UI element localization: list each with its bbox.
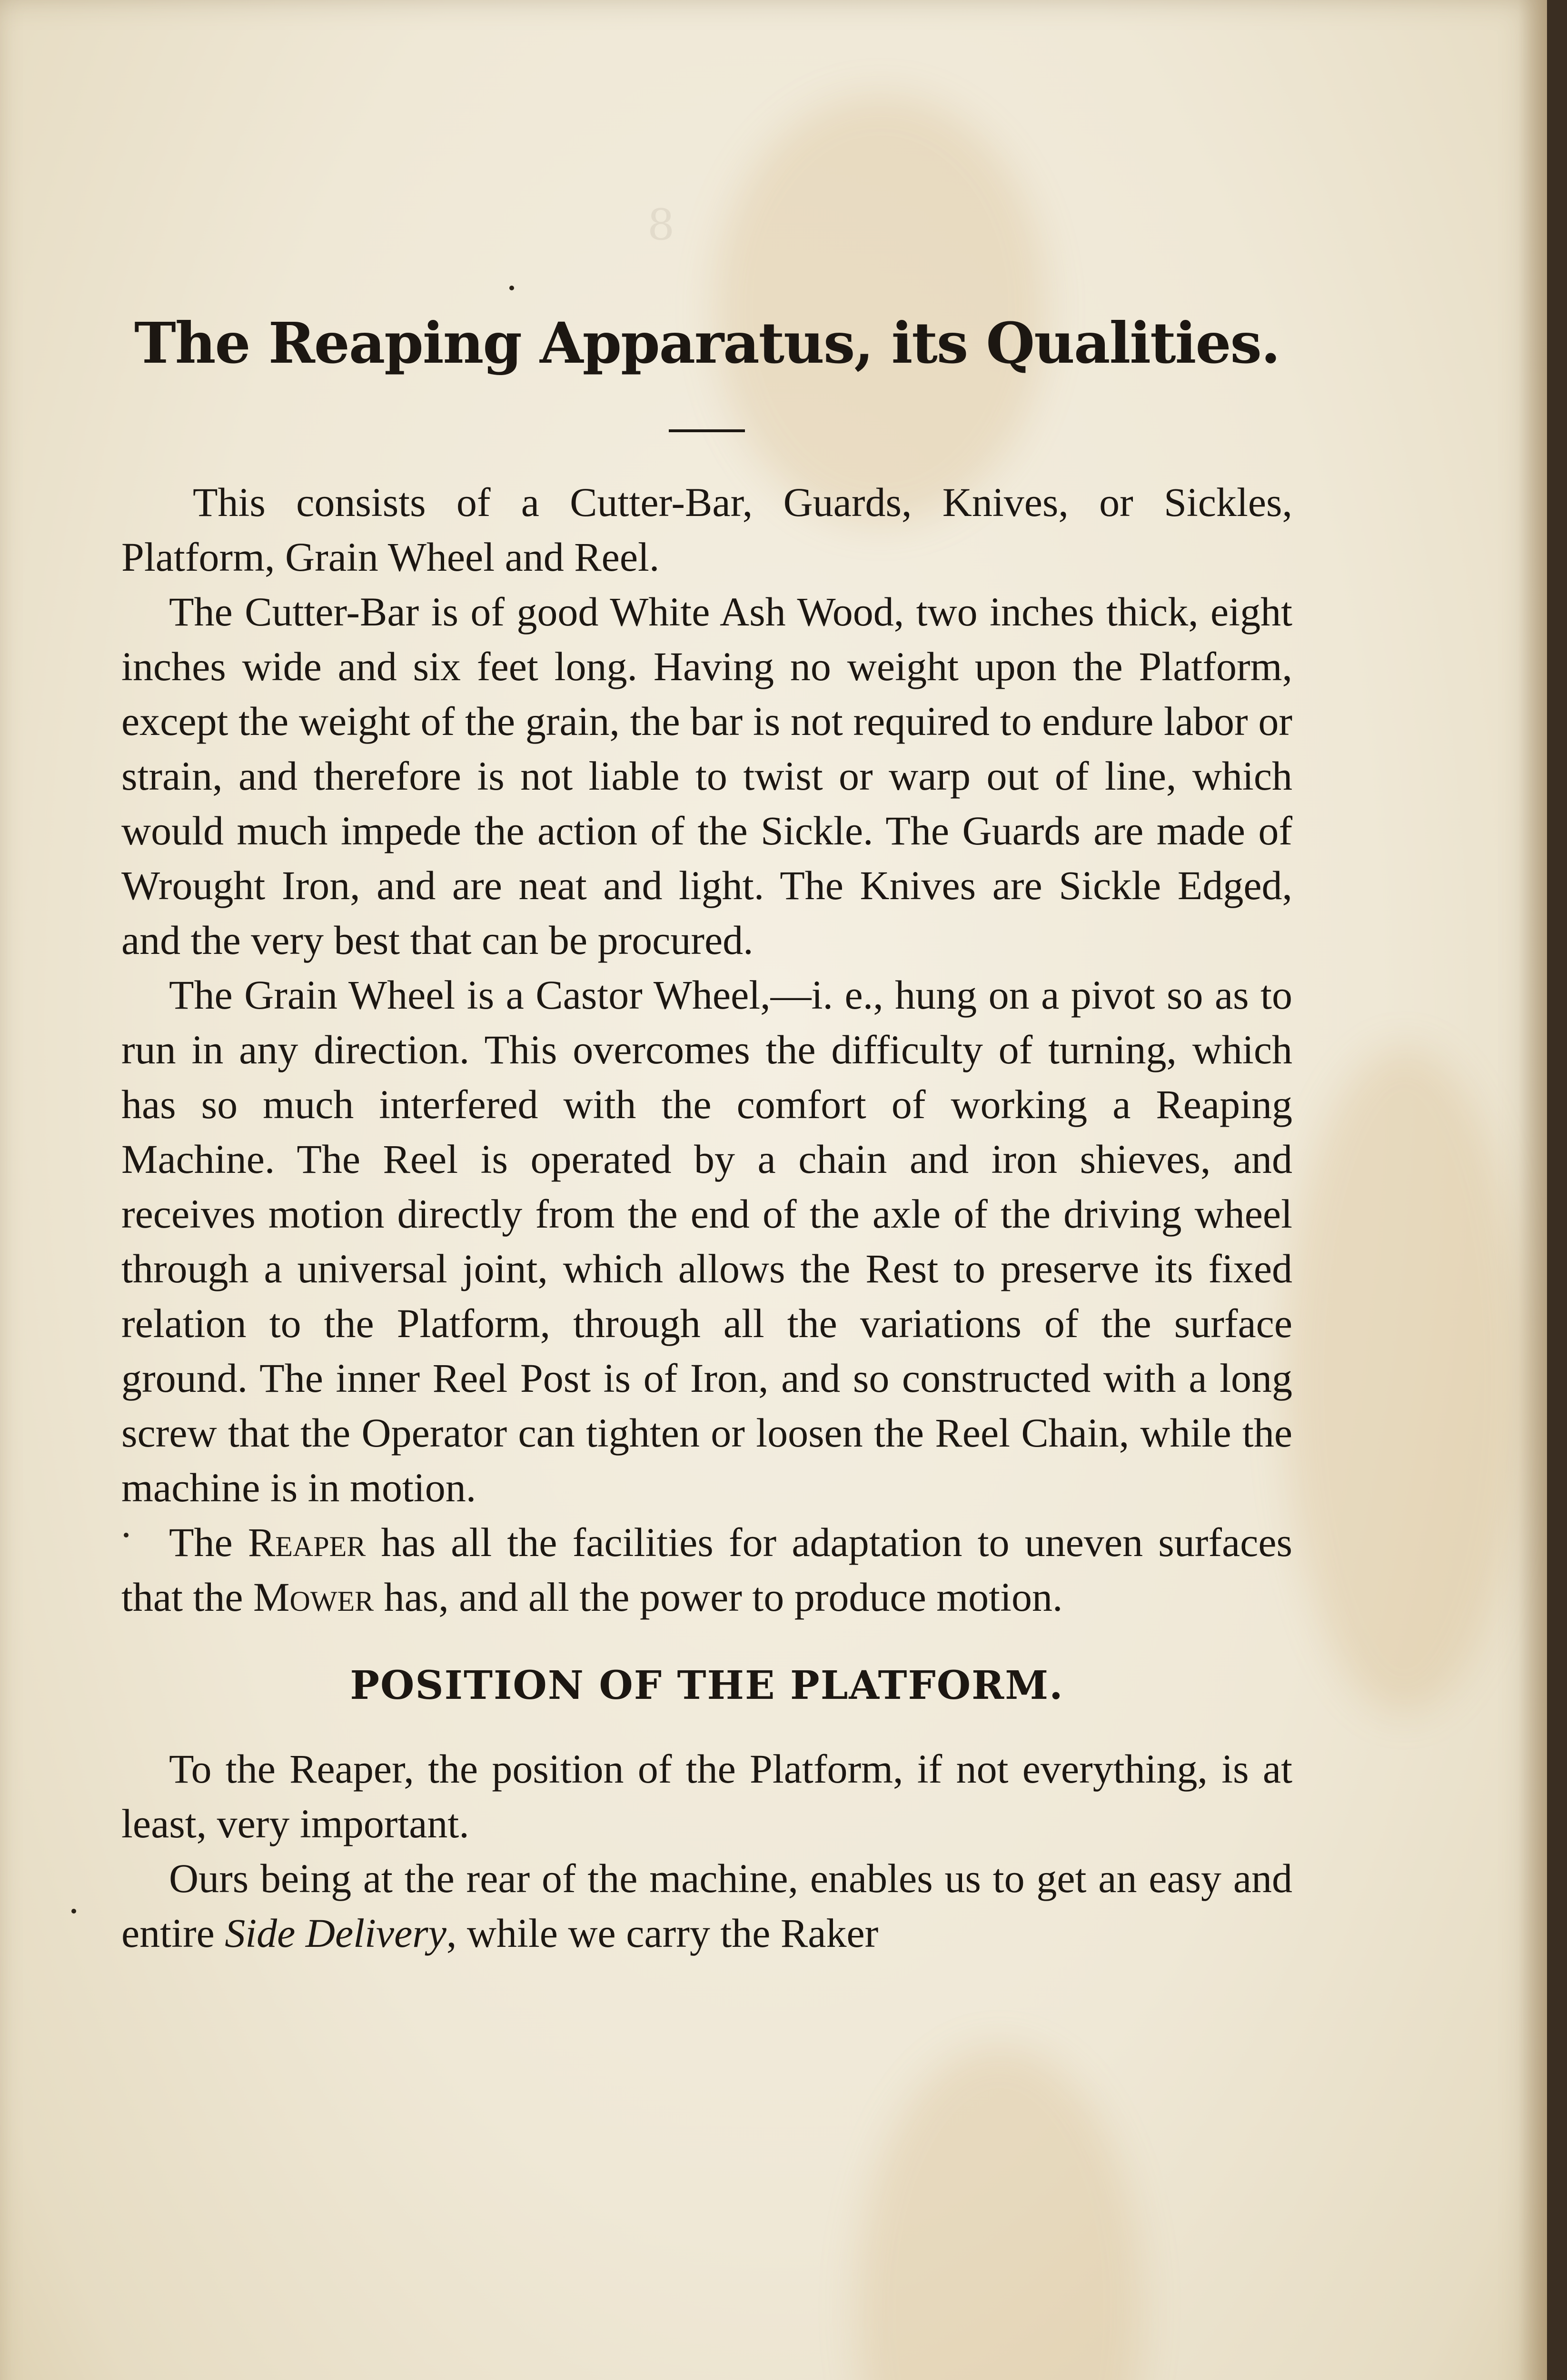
page-content [121, 309, 1292, 1961]
reaper-term: Reaper [248, 1519, 366, 1565]
water-stain [1285, 1047, 1523, 1714]
text-run: The [169, 1519, 248, 1565]
side-delivery-term: Side Delivery [225, 1910, 446, 1956]
text-run: has, and all the power to produce motion. [374, 1574, 1063, 1620]
text-run: , while we carry the Raker [446, 1910, 879, 1956]
page-title: The Reaping Apparatus, its Qualities. [134, 310, 1280, 376]
paragraph-side-delivery [121, 1851, 1292, 1961]
mower-term: Mower [253, 1574, 374, 1620]
water-stain [857, 2047, 1142, 2380]
paragraph-grain-wheel: The Grain Wheel is a Castor Wheel,—i. e., hung on a pivot so as to run in any direction. This overcomes the difficulty of turning, which has so much interfered with the comfort of working a Reaping Machine. The Reel is operated by a chain and iron shieves, and receives motion directly from the end of the axle of the driving wheel through a universal joint, which allows the Rest to preserve its fixed relation to the Platform, through all the variations of the surface ground. The inner Reel Post is of Iron, and so constructed with a long screw that the Operator can tighten or loosen the Reel Chain, while the machine is in motion. [121, 972, 1292, 1510]
text-run: has all the facilities for adaptation to uneven surfaces that the [121, 1519, 1292, 1620]
paragraph-platform-importance: To the Reaper, the position of the Platform, if not everything, is at least, very important. [121, 1745, 1292, 1846]
page-edge-shadow [1518, 0, 1547, 2380]
paragraph-components: This consists of a Cutter-Bar, Guards, Knives, or Sickles, Platform, Grain Wheel and Reel. [121, 479, 1292, 580]
text-run: Ours being at the rear of the machine, enables us to get an easy and entire [121, 1855, 1292, 1956]
paragraph-reaper-adaptation [121, 1515, 1292, 1625]
title-divider [669, 429, 745, 432]
section-heading: POSITION OF THE PLATFORM. [350, 1662, 1064, 1708]
print-speck [71, 1909, 76, 1914]
bleed-through-page-number: 8 [647, 200, 675, 250]
paragraph-cutter-bar: The Cutter-Bar is of good White Ash Wood, two inches thick, eight inches wide and six feet long. Having no weight upon the Platform, except the weight of the grain, the bar is not required to endure labor or strain, and therefore is not liable to twist or warp out of line, which would much impede the action of the Sickle. The Guards are made of Wrought Iron, and are neat and light. The Knives are Sickle Edged, and the very best that can be procured. [121, 588, 1292, 963]
print-speck [509, 286, 514, 290]
